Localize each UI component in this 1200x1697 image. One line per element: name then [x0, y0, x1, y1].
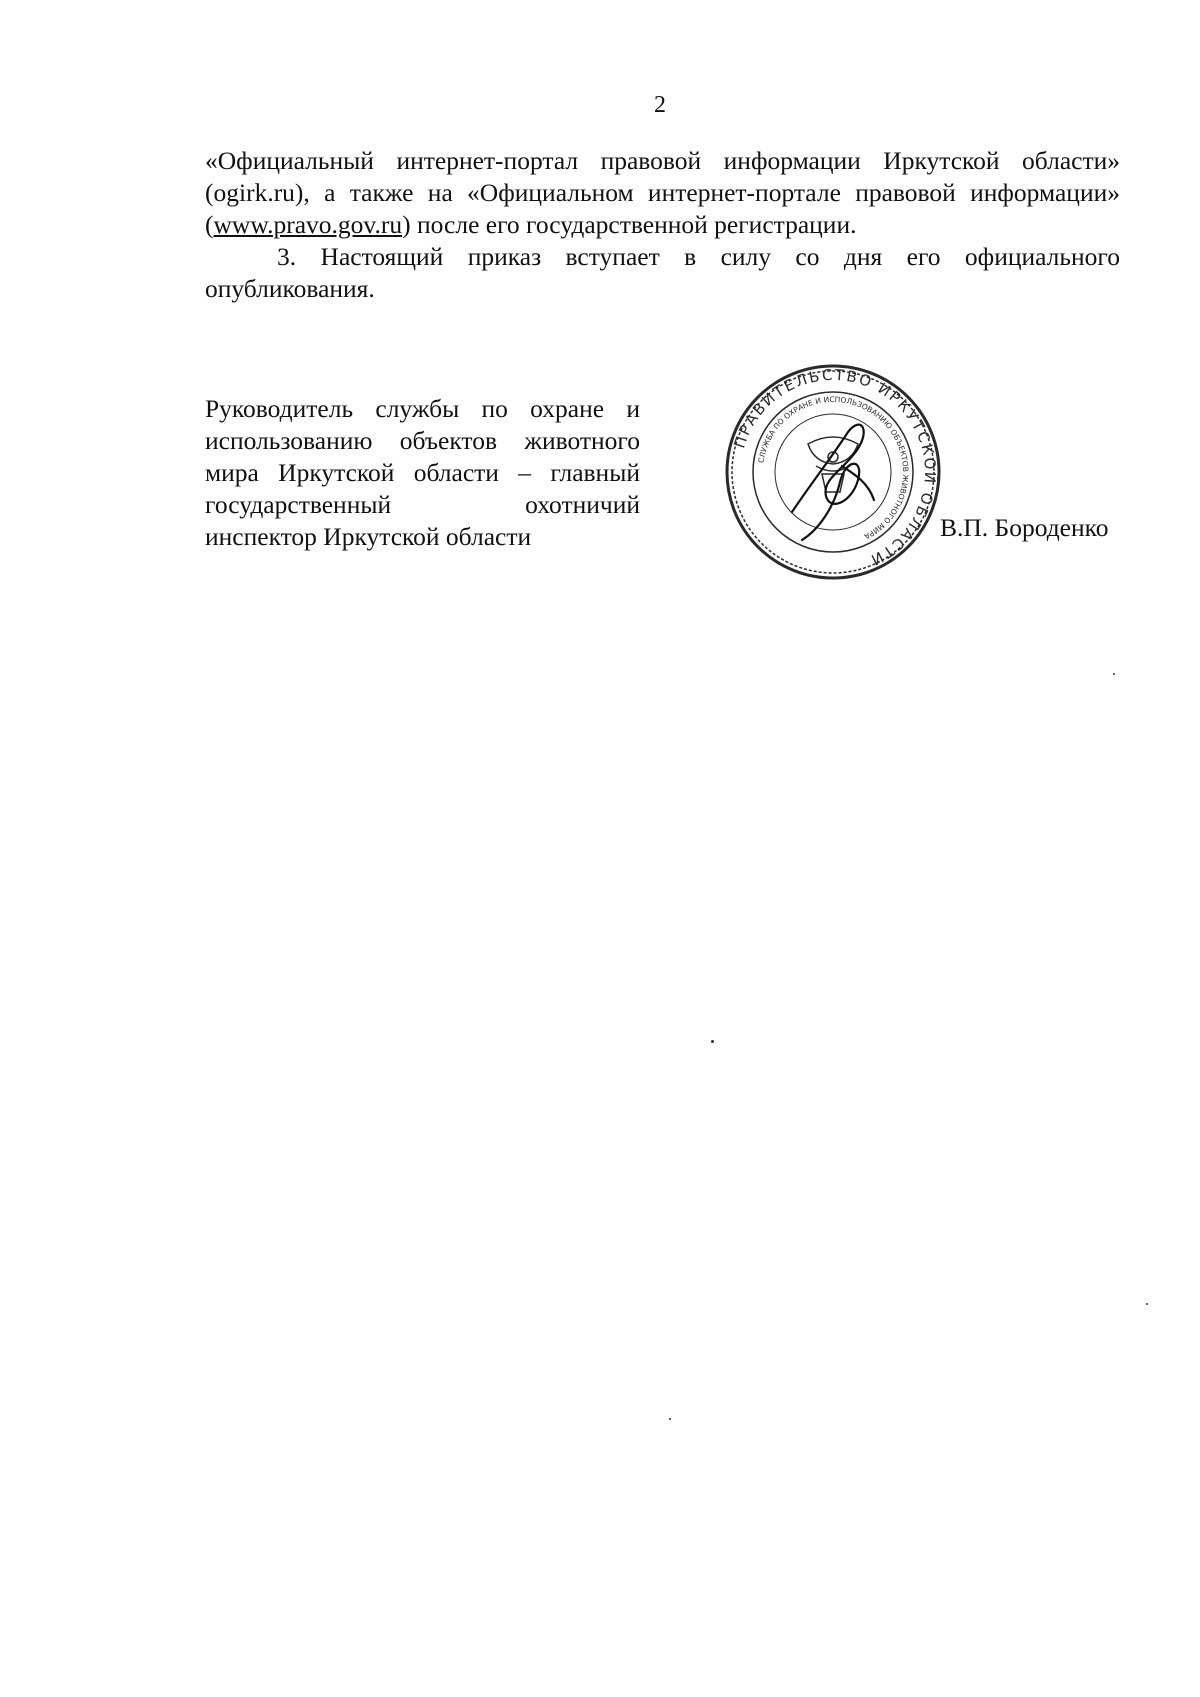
seal-inner-text: СЛУЖБА ПО ОХРАНЕ И ИСПОЛЬЗОВАНИЮ ОБЪЕКТОВ ЖИВОТНОГО МИРА: [756, 394, 911, 542]
scan-speck: [669, 1418, 671, 1420]
scan-speck: [1146, 1303, 1148, 1305]
page-number: 2: [654, 92, 666, 118]
scan-speck: [1113, 673, 1115, 675]
signatory-title-line: Руководитель службы по охране и: [205, 394, 640, 423]
scan-speck: [711, 1040, 714, 1043]
paragraph-2-text-start: «Официальный интернет-портал правовой информации Иркутской области» (ogirk.ru), а также на «Официальном интернет-портале правовой информации» (: [205, 146, 1120, 239]
signatory-title-line: мира Иркутской области – главный: [205, 458, 640, 487]
svg-text:СЛУЖБА ПО ОХРАНЕ И ИСПОЛЬЗОВАН: [757, 395, 910, 542]
paragraph-2-text-end: ) после его государственной регистрации.: [402, 210, 857, 239]
signatory-title-line: государственный охотничий: [205, 490, 640, 519]
pravo-link[interactable]: www.pravo.gov.ru: [213, 210, 403, 239]
signatory-title: [205, 393, 640, 553]
signatory-title-line: инспектор Иркутской области: [205, 522, 532, 551]
paragraph-3: 3. Настоящий приказ вступает в силу со дня его официального опубликования.: [205, 242, 1120, 303]
paragraph-2-end: [205, 145, 1120, 241]
signatory-title-line: использованию объектов животного: [205, 426, 640, 455]
signer-name: В.П. Бороденко: [940, 513, 1109, 542]
official-seal: [722, 362, 944, 582]
seal-outer-text: ПРАВИТЕЛЬСТВО ИРКУТСКОЙ ОБЛАСТИ: [730, 365, 940, 570]
body-text: [205, 145, 1120, 305]
